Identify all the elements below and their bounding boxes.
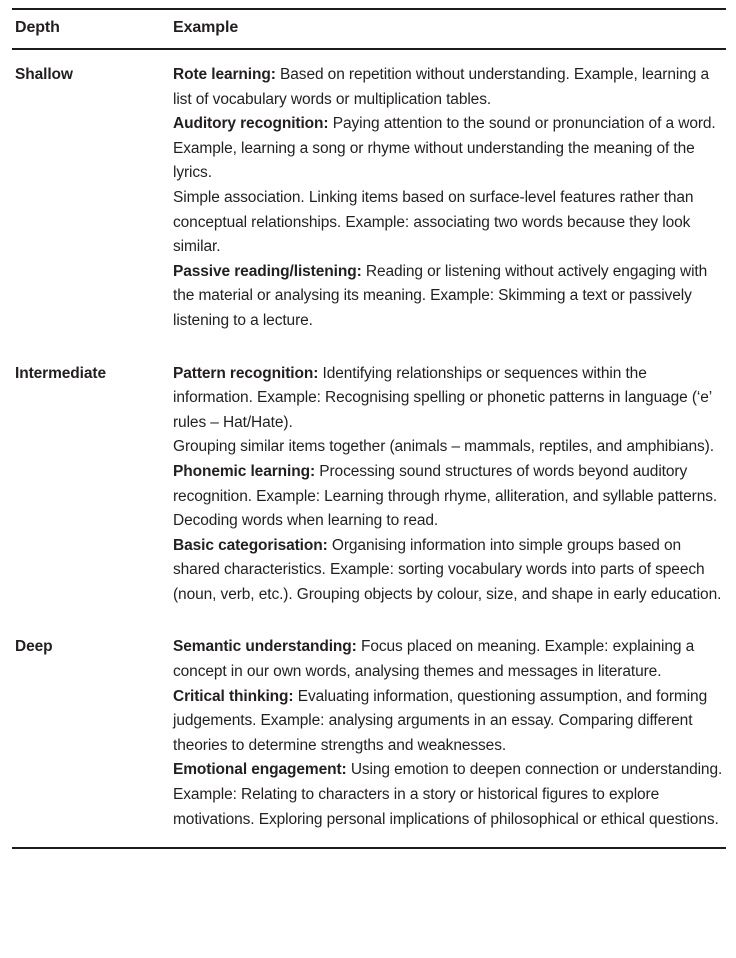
item-term: Phonemic learning: [173, 462, 316, 480]
example-item [173, 260, 726, 334]
item-text: Organising information into simple groups based on shared characteristics. Example: sorting vocabulary words into parts of speech (noun, verb, etc.). Grouping objects by colour, size, and shape in early education. [173, 536, 722, 603]
depth-label-intermediate: Intermediate [15, 364, 106, 382]
item-text: Simple association. Linking items based on surface-level features rather than conceptual relationships. Example: associating two words because they look similar. [173, 188, 694, 256]
item-term: Pattern recognition: [173, 364, 319, 382]
table-row-intermediate [12, 349, 726, 623]
item-text: Identifying relationships or sequences within the information. Example: Recognising spelling or phonetic patterns in language (‘e’ rules – Hat/Hate). [173, 364, 712, 431]
example-item [173, 63, 726, 112]
item-text: Using emotion to deepen connection or understanding. Example: Relating to characters in a story or historical figures to explore motivations. Exploring personal implications of philosophical or ethical questions. [173, 761, 723, 828]
table-row-deep [12, 622, 726, 847]
item-term: Rote learning: [173, 66, 276, 83]
item-term: Auditory recognition: [173, 115, 329, 133]
example-item [173, 460, 726, 534]
column-header-depth: Depth [15, 19, 60, 36]
item-text: Focus placed on meaning. Example: explaining a concept in our own words, analysing themes and messages in literature. [173, 638, 695, 681]
item-term: Basic categorisation: [173, 536, 328, 554]
example-item [173, 435, 726, 460]
learning-depth-table [12, 8, 726, 849]
item-term: Semantic understanding: [173, 638, 357, 656]
example-item [173, 534, 726, 608]
example-item [173, 112, 726, 186]
example-item [173, 635, 726, 684]
example-item [173, 362, 726, 436]
depth-label-deep: Deep [15, 638, 53, 656]
item-text: Reading or listening without actively engaging with the material or analysing its meaning. Example: Skimming a text or passively listening to a lecture. [173, 262, 708, 329]
table-body [12, 50, 726, 849]
table-header-row [12, 10, 726, 50]
example-cell-shallow [173, 63, 726, 334]
example-item [173, 186, 726, 260]
example-cell-deep [173, 635, 726, 832]
example-cell-intermediate [173, 362, 726, 608]
table-row-shallow [12, 50, 726, 349]
example-item [173, 685, 726, 759]
item-term: Critical thinking: [173, 687, 294, 705]
item-text: Based on repetition without understanding. Example, learning a list of vocabulary words or multiplication tables. [173, 66, 709, 108]
column-header-example: Example [173, 19, 239, 36]
item-text: Grouping similar items together (animals – mammals, reptiles, and amphibians). [173, 438, 714, 456]
item-term: Emotional engagement: [173, 761, 347, 779]
depth-label-shallow: Shallow [15, 66, 73, 83]
item-term: Passive reading/listening: [173, 262, 362, 280]
item-text: Processing sound structures of words beyond auditory recognition. Example: Learning through rhyme, alliteration, and syllable patterns. Decoding words when learning to read. [173, 462, 718, 530]
example-item [173, 758, 726, 832]
item-text: Paying attention to the sound or pronunciation of a word. Example, learning a song or rhyme without understanding the meaning of the lyrics. [173, 115, 716, 182]
item-text: Evaluating information, questioning assumption, and forming judgements. Example: analysing arguments in an essay. Comparing different theories to determine strengths and weaknesses. [173, 687, 708, 754]
